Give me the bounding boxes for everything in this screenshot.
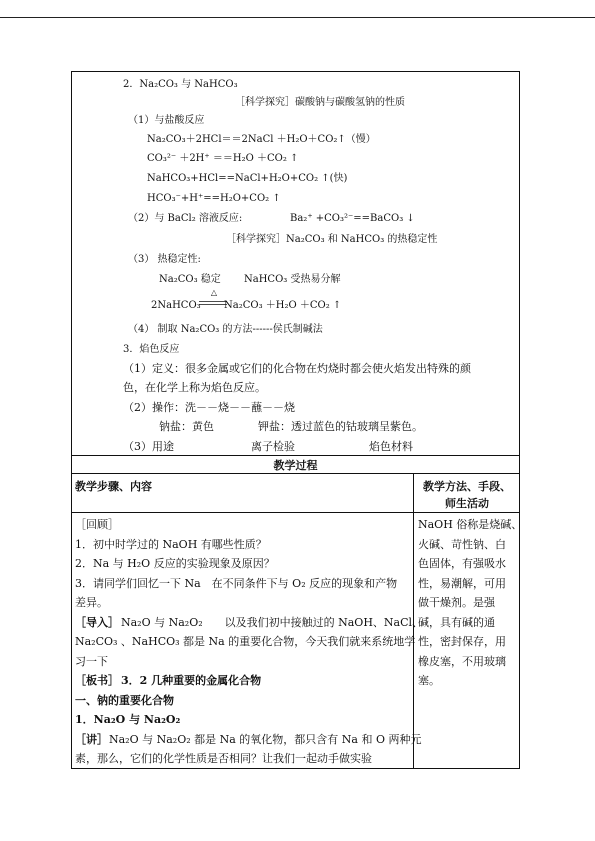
row-divider-2 xyxy=(71,473,520,474)
equation-4: HCO₃⁻+H⁺==H₂O+CO₂ ↑ xyxy=(147,193,281,204)
intro-line-1: Na₂O 与 Na₂O₂ 以及我们初中接触过的 NaOH、NaCl、 xyxy=(121,616,424,629)
flame-operation: （2）操作：洗－－烧－－蘸－－烧 xyxy=(123,401,295,414)
heading-na2o: 1．Na₂O 与 Na₂O₂ xyxy=(75,713,181,726)
flame-use-material: 焰色材料 xyxy=(369,440,413,453)
note-line: 色固体，有强吸水 xyxy=(418,557,506,570)
flame-definition-2: 色，在化学上称为焰色反应。 xyxy=(123,381,266,394)
note-line: 橡皮塞，不用玻璃 xyxy=(418,655,506,668)
column-header-steps: 教学步骤、内容 xyxy=(75,480,152,493)
heading-sodium-compounds: 一、钠的重要化合物 xyxy=(75,694,174,707)
intro-tag: ［导入］ xyxy=(75,616,119,629)
note-line: 火碱、苛性钠、白 xyxy=(418,538,506,551)
note-line: 做干燥剂。是强 xyxy=(418,596,495,609)
lecture-line-1: Na₂O 与 Na₂O₂ 都是 Na 的氧化物，都只含有 Na 和 O 两种元 xyxy=(109,733,422,746)
process-header: 教学过程 xyxy=(273,459,318,472)
header-rule xyxy=(0,17,595,18)
bacl2-reaction-title: （2）与 BaCl₂ 溶液反应: xyxy=(128,213,243,224)
column-header-methods-1: 教学方法、手段、 xyxy=(423,480,511,493)
hcl-reaction-title: （1）与盐酸反应 xyxy=(128,115,205,126)
science-explore-2: ［科学探究］Na₂CO₃ 和 NaHCO₃ 的热稳定性 xyxy=(226,234,438,245)
equals-arrow-icon xyxy=(199,300,227,308)
review-q2: 2．Na 与 H₂O 反应的实验现象及原因？ xyxy=(75,557,275,570)
equation-2: CO₃²⁻ ＋2H⁺ ＝＝H₂O ＋CO₂ ↑ xyxy=(147,153,299,164)
row-divider-3 xyxy=(71,512,520,513)
lecture-line-2: 素，那么，它们的化学性质是否相同？让我们一起动手做实验 xyxy=(75,752,372,765)
decomposition-left: 2NaHCO₃ xyxy=(151,300,201,311)
note-line: 碱，具有碱的通 xyxy=(418,616,495,629)
flame-definition-1: （1）定义：很多金属或它们的化合物在灼烧时都会使火焰发出特殊的颜 xyxy=(123,362,471,375)
equation-1: Na₂CO₃＋2HCl＝＝2NaCl ＋H₂O＋CO₂↑（慢） xyxy=(147,134,376,145)
bacl2-equation: Ba₂⁺ +CO₃²⁻==BaCO₃ ↓ xyxy=(290,213,415,224)
column-header-methods-2: 师生活动 xyxy=(445,497,489,510)
sodium-color: 钠盐：黄色 xyxy=(159,420,214,433)
review-q3b: 差异。 xyxy=(75,596,108,609)
hou-process: （4） 制取 Na₂CO₃ 的方法------侯氏制碱法 xyxy=(128,324,323,335)
board-tag: ［板书］ xyxy=(75,674,119,687)
intro-line-2: Na₂CO₃ 、NaHCO₃ 都是 Na 的重要化合物，今天我们就来系统地学 xyxy=(75,635,416,648)
intro-line-3: 习一下 xyxy=(75,655,108,668)
potassium-color: 钾盐：透过蓝色的钴玻璃呈紫色。 xyxy=(258,420,423,433)
flame-use-ion-test: 离子检验 xyxy=(251,440,295,453)
note-line: 性，密封保存，用 xyxy=(418,635,506,648)
thermal-stability-title: （3） 热稳定性: xyxy=(128,254,201,265)
review-tag: ［回顾］ xyxy=(75,518,119,531)
section-3-title: 3．焰色反应 xyxy=(123,344,180,355)
review-q1: 1．初中时学过的 NaOH 有哪些性质？ xyxy=(75,538,267,551)
row-divider-1 xyxy=(71,455,520,456)
lecture-tag: ［讲］ xyxy=(75,733,108,746)
equation-3: NaHCO₃+HCl==NaCl+H₂O+CO₂ ↑(快) xyxy=(147,173,348,184)
note-line: 性，易潮解，可用 xyxy=(418,577,506,590)
note-line: 塞。 xyxy=(418,674,440,687)
na2co3-stable: Na₂CO₃ 稳定 xyxy=(159,274,221,285)
nahco3-decomposes: NaHCO₃ 受热易分解 xyxy=(244,274,341,285)
decomposition-right: Na₂CO₃ ＋H₂O ＋CO₂ ↑ xyxy=(224,300,342,311)
board-text: 3．2 几种重要的金属化合物 xyxy=(121,674,262,687)
review-q3a: 3．请同学们回忆一下 Na 在不同条件下与 O₂ 反应的现象和产物 xyxy=(75,577,398,590)
flame-use-title: （3）用途 xyxy=(123,440,174,453)
heat-condition: △ xyxy=(210,288,218,297)
note-line: NaOH 俗称是烧碱、 xyxy=(418,518,523,531)
science-explore-1: ［科学探究］碳酸钠与碳酸氢钠的性质 xyxy=(235,97,405,108)
section-2-title: 2．Na₂CO₃ 与 NaHCO₃ xyxy=(123,79,238,90)
